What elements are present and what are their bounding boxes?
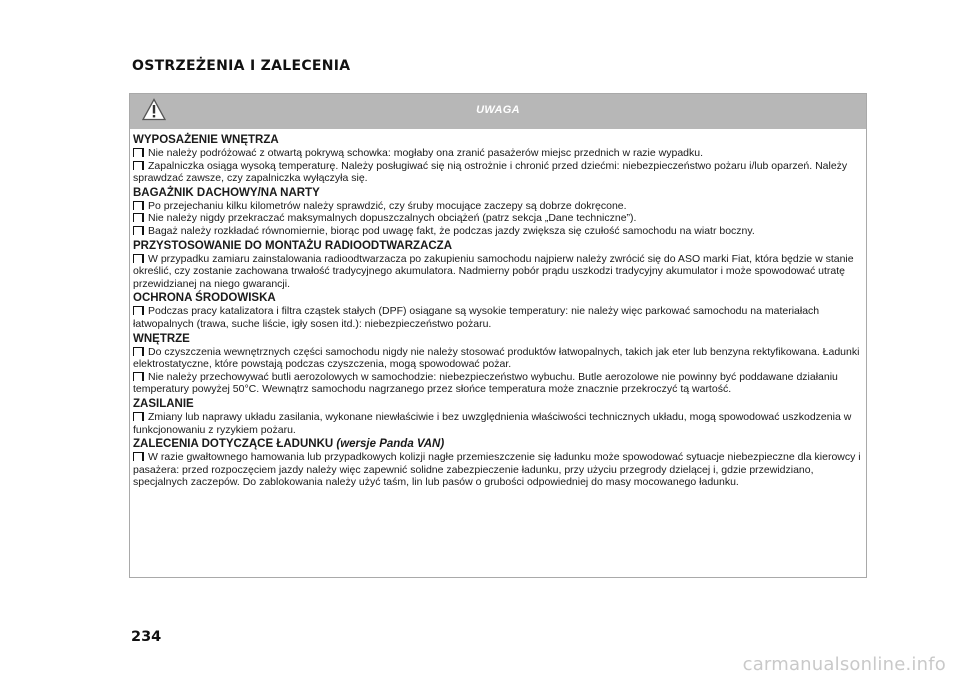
list-item	[133, 225, 864, 238]
section-heading: PRZYSTOSOWANIE DO MONTAŻU RADIOODTWARZACZA	[133, 239, 453, 252]
section-heading: WNĘTRZE	[133, 332, 190, 345]
warning-body	[130, 133, 866, 489]
bullet-icon	[133, 412, 144, 421]
bullet-icon	[133, 226, 144, 235]
section-heading: ZASILANIE	[133, 397, 194, 410]
list-item	[133, 411, 864, 436]
list-item	[133, 212, 864, 225]
list-item	[133, 253, 864, 291]
page-title: OSTRZEŻENIA I ZALECENIA	[132, 58, 351, 74]
item-text: Po przejechaniu kilku kilometrów należy sprawdzić, czy śruby mocujące zaczepy są dobrze dokręcone.	[148, 199, 627, 212]
list-item	[133, 147, 864, 160]
item-text: Podczas pracy katalizatora i filtra cząstek stałych (DPF) osiągane są wysokie temperatury: nie należy więc parkować samochodu na materiałach łatwopalnych (trawa, suche liście, igły sosen itd.): niebezpieczeństwo pożaru.	[133, 305, 820, 330]
item-text: Nie należy podróżować z otwartą pokrywą schowka: mogłaby ona zranić pasażerów miejsc przednich w razie wypadku.	[148, 147, 704, 159]
item-text: W razie gwałtownego hamowania lub przypadkowych kolizji nagłe przemieszczenie się ładunku może spowodować sytuacje niebezpieczne dla kierowcy i pasażera: przed rozpoczęciem jazdy należy więc zapewnić solidne zabezpieczenie ładunku, przy użyciu przegrody dzielącej i, gdzie przewidziano, specjalnych zaczepów. Do zablokowania należy użyć taśm, lin lub pasów o grubości odpowiedniej do masy mocowanego ładunku.	[133, 451, 861, 489]
item-text: Bagaż należy rozkładać równomiernie, biorąc pod uwagę fakt, że podczas jazdy zwiększa się czułość samochodu na wiatr boczny.	[148, 224, 755, 237]
item-text: Do czyszczenia wewnętrznych części samochodu nigdy nie należy stosować produktów łatwopalnych, takich jak eter lub benzyna rektyfikowana. Ładunki elektrostatyczne, które powstają podczas czyszczenia, mogą spowodować pożar.	[133, 345, 860, 371]
bullet-icon	[133, 306, 144, 315]
warning-header	[130, 94, 866, 129]
section-heading: OCHRONA ŚRODOWISKA	[133, 292, 276, 305]
warning-box	[129, 93, 867, 578]
page-number: 234	[131, 629, 162, 645]
bullet-icon	[133, 372, 144, 381]
list-item	[133, 305, 864, 330]
section-heading: BAGAŻNIK DACHOWY/NA NARTY	[133, 186, 320, 199]
item-text: Nie należy przechowywać butli aerozolowych w samochodzie: niebezpieczeństwo wybuchu. Butle aerozolowe nie powinny być poddawane działaniu temperatury powyżej 50°C. Wewnątrz samochodu nagrzanego przez słońce temperatura może znacznie przekroczyć tą wartość.	[133, 370, 838, 396]
bullet-icon	[133, 213, 144, 222]
item-text: Zapalniczka osiąga wysoką temperaturę. Należy posługiwać się nią ostrożnie i chronić przed dziećmi: niebezpieczeństwo pożaru i/lub oparzeń. Należy sprawdzać zawsze, czy zapalniczka wyłączyła się.	[133, 159, 848, 185]
bullet-icon	[133, 254, 144, 263]
section-heading-suffix: (wersje Panda VAN)	[336, 438, 445, 451]
list-item	[133, 346, 864, 371]
section-heading-text: ZALECENIA DOTYCZĄCE ŁADUNKU	[133, 438, 334, 451]
warning-label: UWAGA	[476, 104, 520, 116]
section-heading: WYPOSAŻENIE WNĘTRZA	[133, 134, 279, 146]
list-item	[133, 200, 864, 213]
bullet-icon	[133, 201, 144, 210]
bullet-icon	[133, 347, 144, 356]
item-text: Nie należy nigdy przekraczać maksymalnych dopuszczalnych obciążeń (patrz sekcja „Dane techniczne”).	[148, 212, 637, 225]
bullet-icon	[133, 161, 144, 170]
section-heading	[133, 437, 864, 451]
watermark: carmanualsonline.info	[742, 654, 946, 675]
item-text: W przypadku zamiaru zainstalowania radioodtwarzacza po zakupieniu samochodu najpierw należy zwrócić się do ASO marki Fiat, która będzie w stanie określić, czy zostanie zachowana trwałość tradycyjnego akumulatora. Nadmierny pobór prądu uszkodzi tradycyjny akumulator i może spowodować utratę przewidzianej na niego gwarancji.	[133, 252, 854, 290]
bullet-icon	[133, 148, 144, 157]
list-item	[133, 451, 864, 489]
list-item	[133, 160, 864, 185]
list-item	[133, 371, 864, 396]
item-text: Zmiany lub naprawy układu zasilania, wykonane niewłaściwie i bez uwzględnienia właściwości technicznych układu, mogą spowodować uszkodzenia w funkcjonowaniu z ryzykiem pożaru.	[133, 410, 852, 436]
bullet-icon	[133, 452, 144, 461]
